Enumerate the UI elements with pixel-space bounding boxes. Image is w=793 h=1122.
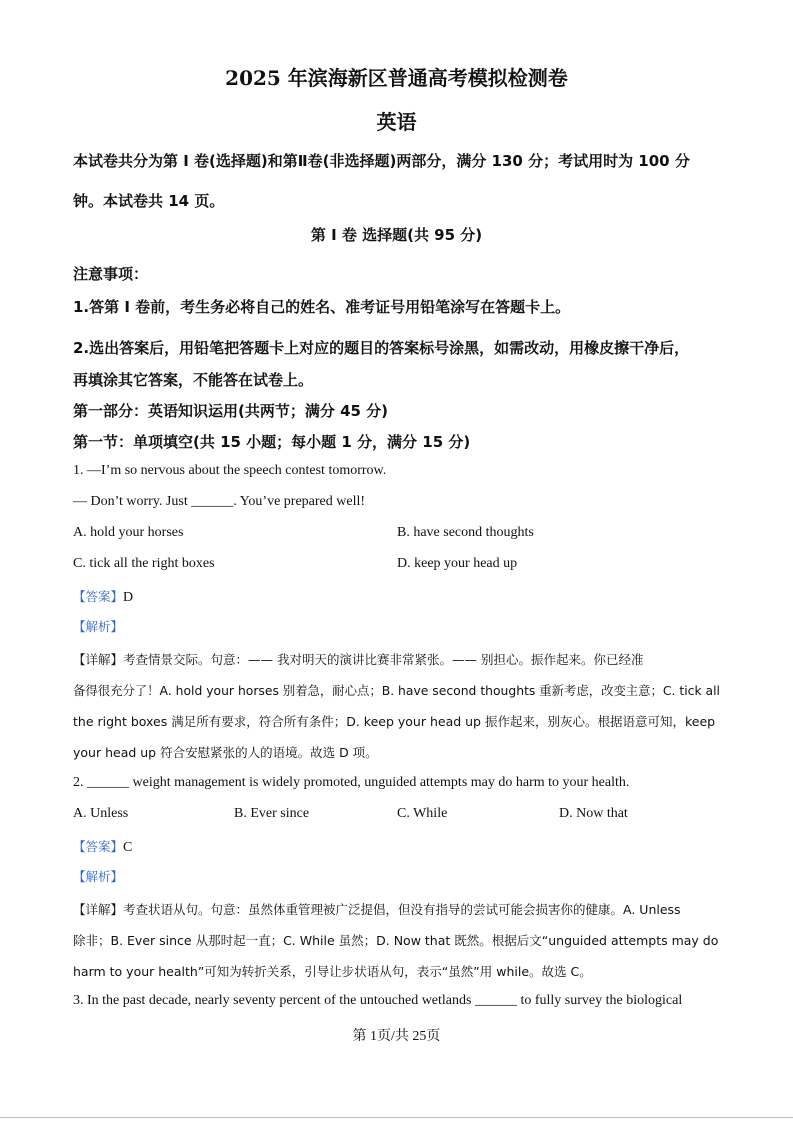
q2-option-b: B. Ever since (234, 806, 310, 821)
q1-answer (73, 587, 133, 606)
q2-detail-3: harm to your health”可知为转折关系，引导让步状语从句，表示“虽然”用 while。故选 C。 (73, 964, 592, 979)
part-1-heading: 第一部分：英语知识运用(共两节；满分 45 分) (73, 402, 389, 420)
q1-analysis-tag: 【解析】 (73, 619, 124, 634)
answer-value: D (123, 590, 134, 605)
q2-answer (73, 837, 132, 856)
part-1-section-1-heading: 第一节：单项填空(共 15 小题；每小题 1 分，满分 15 分) (73, 433, 471, 451)
page-footer: 第 1页/共 25页 (352, 1029, 441, 1044)
q2-detail-2: 除非；B. Ever since 从那时起一直；C. While 虽然；D. Now that 既然。根据后文“unguided attempts may do (73, 933, 719, 948)
answer-value: C (123, 840, 133, 855)
notes-heading: 注意事项： (73, 265, 149, 283)
subject-title: 英语 (376, 110, 417, 134)
q2-stem: 2. ______ weight management is widely promoted, unguided attempts may do harm to your health. (73, 775, 630, 790)
q2-option-c: C. While (397, 806, 448, 821)
q1-detail-3: the right boxes 满足所有要求，符合所有条件；D. keep your head up 振作起来，别灰心。根据语意可知，keep (73, 714, 716, 729)
notes-item-2-line-1: 2.选出答案后，用铅笔把答题卡上对应的题目的答案标号涂黑，如需改动，用橡皮擦干净后， (73, 339, 690, 357)
answer-tag: 【答案】 (73, 839, 124, 854)
notes-item-1: 1.答第 I 卷前，考生务必将自己的姓名、准考证号用铅笔涂写在答题卡上。 (73, 298, 571, 316)
answer-tag: 【答案】 (73, 589, 124, 604)
q2-analysis-tag: 【解析】 (73, 869, 124, 884)
q1-detail-4: your head up 符合安慰紧张的人的语境。故选 D 项。 (73, 745, 378, 760)
q3-stem: 3. In the past decade, nearly seventy percent of the untouched wetlands ______ to fully survey the biological (73, 993, 683, 1008)
intro-line-2: 钟。本试卷共 14 页。 (73, 192, 225, 210)
detail-text: 考查情景交际。句意：—— 我对明天的演讲比赛非常紧张。—— 别担心。振作起来。你已经准 (123, 652, 644, 667)
q2-option-d: D. Now that (559, 806, 628, 821)
detail-tag: 【详解】 (73, 902, 124, 917)
q1-stem-2: — Don’t worry. Just ______. You’ve prepared well! (73, 494, 366, 509)
section-1-title: 第 I 卷 选择题(共 95 分) (310, 226, 483, 244)
q1-option-b: B. have second thoughts (397, 525, 534, 540)
q2-option-a: A. Unless (73, 806, 129, 821)
q1-option-a: A. hold your horses (73, 525, 184, 540)
page-bottom-rule (0, 1117, 793, 1118)
q1-detail-1 (73, 650, 643, 668)
exam-title: 2025 年滨海新区普通高考模拟检测卷 (225, 66, 568, 90)
q1-option-d: D. keep your head up (397, 556, 518, 571)
q1-stem-1: 1. —I’m so nervous about the speech contest tomorrow. (73, 463, 387, 478)
detail-text: 考查状语从句。句意：虽然体重管理被广泛提倡，但没有指导的尝试可能会损害你的健康。A. Unless (123, 902, 681, 917)
intro-line-1: 本试卷共分为第 I 卷(选择题)和第Ⅱ卷(非选择题)两部分，满分 130 分；考试用时为 100 分 (73, 152, 690, 170)
q1-detail-2: 备得很充分了！A. hold your horses 别着急，耐心点；B. have second thoughts 重新考虑，改变主意；C. tick all (73, 683, 720, 698)
q1-option-c: C. tick all the right boxes (73, 556, 215, 571)
q2-detail-1 (73, 900, 681, 918)
notes-item-2-line-2: 再填涂其它答案，不能答在试卷上。 (73, 371, 314, 389)
detail-tag: 【详解】 (73, 652, 124, 667)
